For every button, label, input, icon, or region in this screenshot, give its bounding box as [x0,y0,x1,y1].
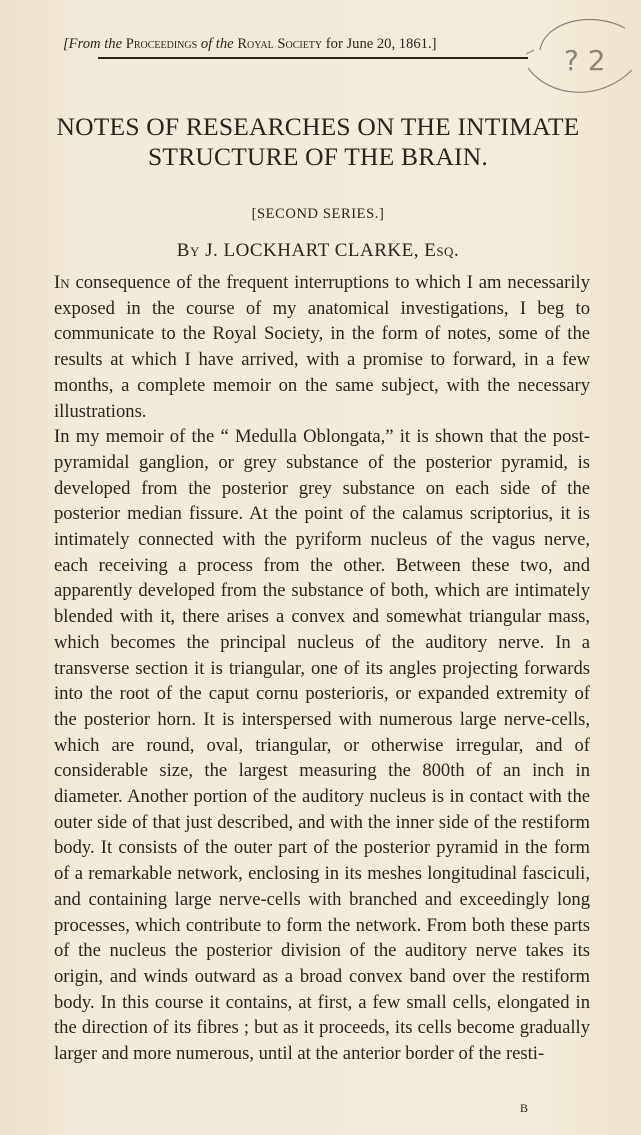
author-line [30,240,606,262]
header-society: Royal Society [237,36,323,52]
page-signature: B [520,1101,529,1115]
paragraph-1 [54,270,590,424]
series-label: [SECOND SERIES.] [251,206,385,222]
header-date: for June 20, 1861.] [325,36,437,52]
header-citation [63,36,533,53]
author-suffix: Esq. [424,240,460,261]
library-stamp-icon [520,10,638,102]
article-body [54,270,590,1067]
header-divider [98,57,528,59]
paragraph-1-text: consequence of the frequent interruptions to which I am necessarily exposed in the course of my anatomical investigations, I beg to communicate to the Royal Society, in the form of notes, some of the results at which I have arrived, with a promise to forward, in a few months, a complete memoir on the same subject, with the necessary illustrations. [54,272,590,422]
title-line-1: NOTES OF RESEARCHES ON THE INTIMATE [56,112,580,141]
author-by: By [176,240,200,261]
stamp-text: ? 2 [564,44,606,77]
article-title [30,112,606,172]
header-journal: Proceedings [125,36,198,52]
header-prefix: [From the [63,36,123,52]
header-of-the: of the [200,36,234,52]
paragraph-1-lead: In [54,272,70,293]
author-name: J. LOCKHART CLARKE, [205,240,419,261]
paragraph-2: In my memoir of the “ Medulla Oblongata,” it is shown that the post-pyramidal ganglion, or grey substance of the posterior pyramid, is developed from the posterior grey substance on each side of the posterior median fissure. At the point of the calamus scriptorius, it is intimately connected with the pyriform nucleus of the vagus nerve, each receiving a process from the other. Between these two, and apparently developed from the substance of both, which are intimately blended with it, there arises a convex and somewhat triangular mass, which becomes the principal nucleus of the auditory nerve. In a transverse section it is triangular, one of its angles projecting forwards into the root of the caput cornu posterioris, or expanded extremity of the posterior horn. It is interspersed with numerous large nerve-cells, which are round, oval, triangular, or otherwise irregular, and of considerable size, the largest measuring the 800th of an inch in diameter. Another portion of the auditory nucleus is in contact with the outer side of that just described, and with the inner side of the restiform body. It consists of the outer part of the posterior pyramid in the form of a remarkable network, enclosing in its meshes longitudinal fasciculi, and containing large nerve-cells with branched and exceedingly long processes, which contribute to form the network. From both these parts of the nucleus the posterior division of the auditory nerve takes its origin, and winds outward as a broad convex band over the restiform body. In this course it contains, at first, a few small cells, elongated in the direction of its fibres ; but as it proceeds, its cells become gradually larger and more numerous, until at the anterior border of the resti- [54,426,590,1065]
title-line-2: STRUCTURE OF THE BRAIN. [148,142,488,171]
